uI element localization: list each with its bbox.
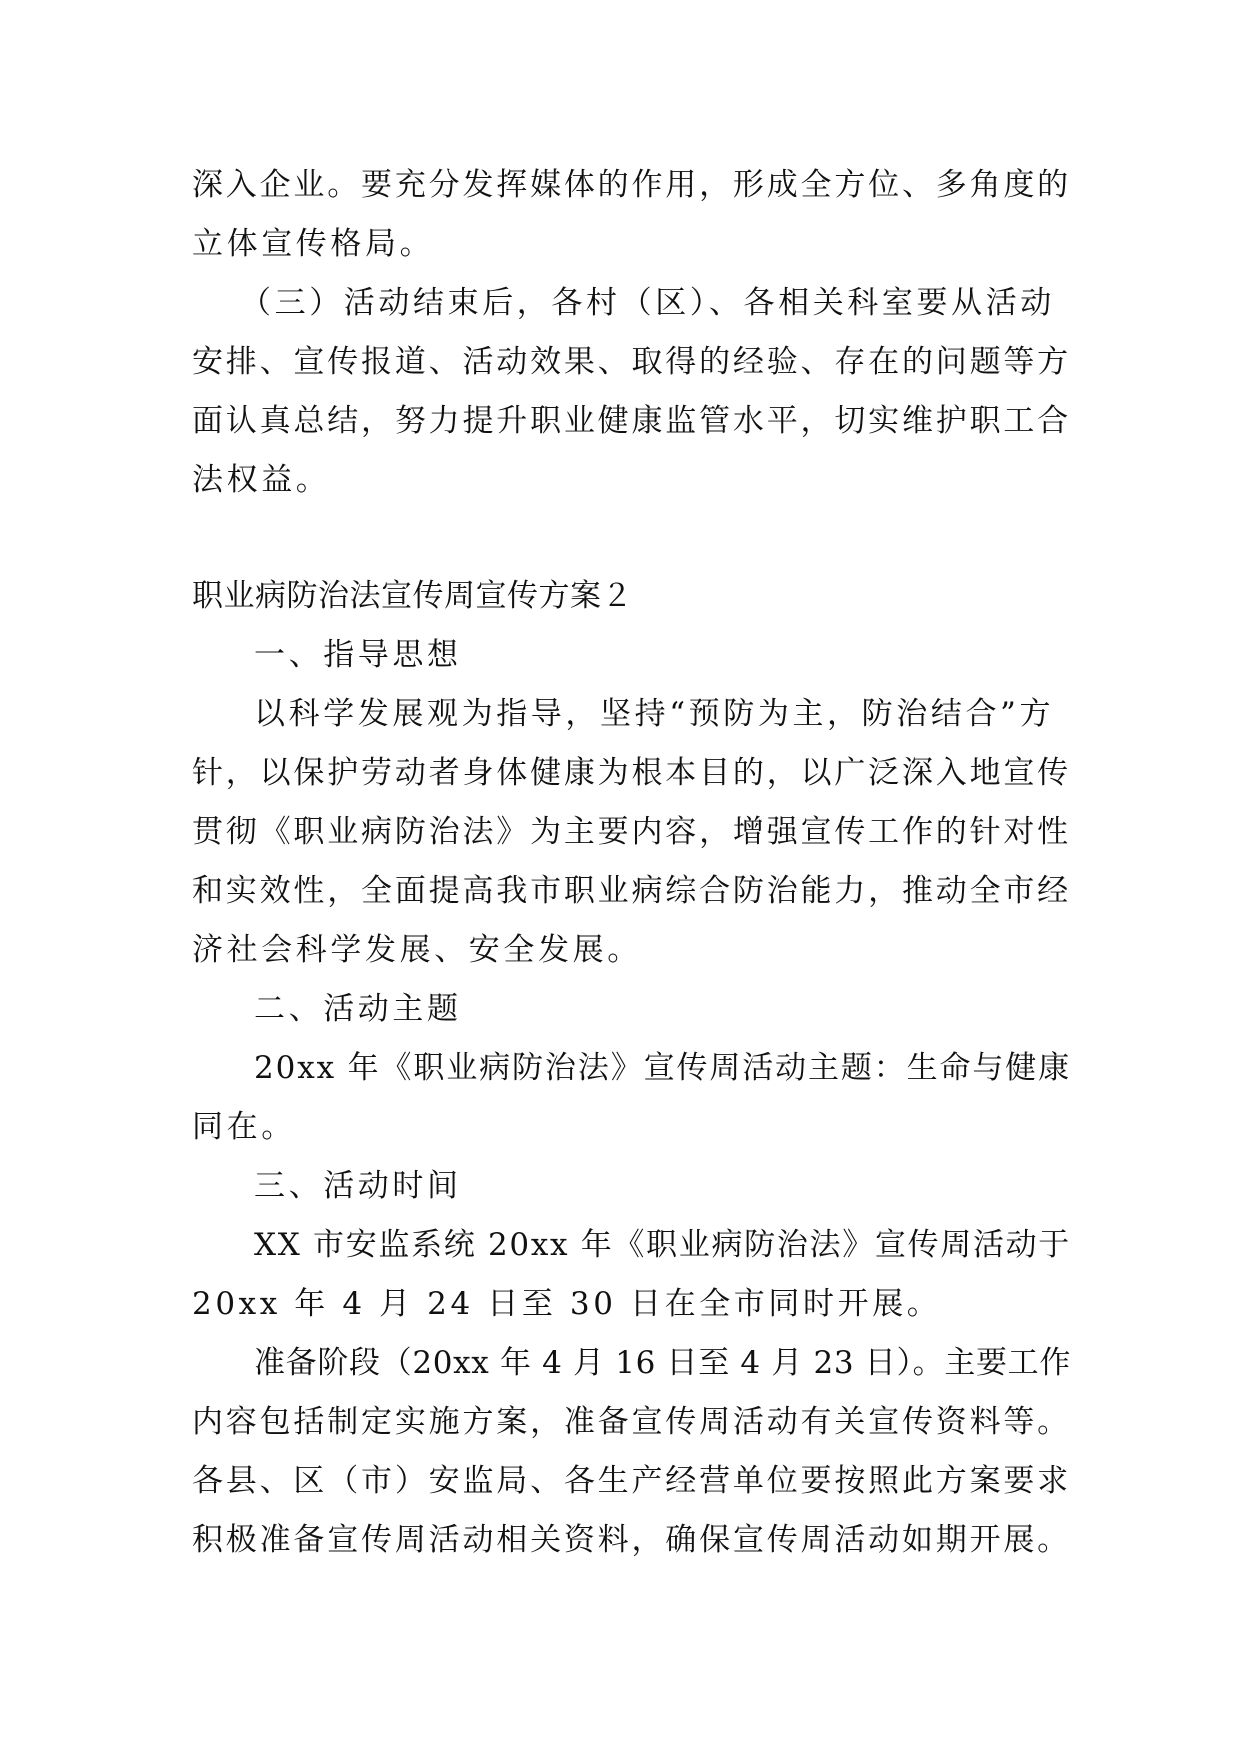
- paragraph-line: 济社会科学发展、安全发展。: [192, 932, 642, 968]
- paragraph-line: 准备阶段（20xx 年 4 月 16 日至 4 月 23 日）。主要工作: [254, 1345, 1071, 1381]
- paragraph-line: 积极准备宣传周活动相关资料，确保宣传周活动如期开展。: [192, 1522, 1071, 1558]
- paragraph-line: 以科学发展观为指导，坚持“预防为主，防治结合”方: [254, 696, 1055, 732]
- paragraph-line: 各县、区（市）安监局、各生产经营单位要按照此方案要求: [192, 1463, 1071, 1499]
- heading-activity-time: 三、活动时间: [254, 1168, 462, 1204]
- paragraph-line: 同在。: [192, 1109, 296, 1145]
- paragraph-line: 安排、宣传报道、活动效果、取得的经验、存在的问题等方: [192, 344, 1071, 380]
- document-title: 职业病防治法宣传周宣传方案２: [192, 578, 633, 614]
- paragraph-line: 20xx 年 4 月 24 日至 30 日在全市同时开展。: [192, 1286, 942, 1322]
- section-heading-3: （三）活动结束后，各村（区）、各相关科室要从活动: [240, 285, 1055, 321]
- paragraph-line: 内容包括制定实施方案，准备宣传周活动有关宣传资料等。: [192, 1404, 1071, 1440]
- paragraph-line: 20xx 年《职业病防治法》宣传周活动主题：生命与健康: [254, 1050, 1071, 1086]
- paragraph-line: 贯彻《职业病防治法》为主要内容，增强宣传工作的针对性: [192, 814, 1071, 850]
- paragraph-line: XX 市安监系统 20xx 年《职业病防治法》宣传周活动于: [254, 1227, 1071, 1263]
- heading-activity-theme: 二、活动主题: [254, 991, 462, 1027]
- heading-guiding-thought: 一、指导思想: [254, 637, 462, 673]
- paragraph-line: 立体宣传格局。: [192, 226, 435, 262]
- paragraph-line: 面认真总结，努力提升职业健康监管水平，切实维护职工合: [192, 403, 1071, 439]
- paragraph-line: 法权益。: [192, 462, 331, 498]
- paragraph-line: 针，以保护劳动者身体健康为根本目的，以广泛深入地宣传: [192, 755, 1071, 791]
- paragraph-line: 和实效性，全面提高我市职业病综合防治能力，推动全市经: [192, 873, 1071, 909]
- paragraph-line: 深入企业。要充分发挥媒体的作用，形成全方位、多角度的: [192, 167, 1071, 203]
